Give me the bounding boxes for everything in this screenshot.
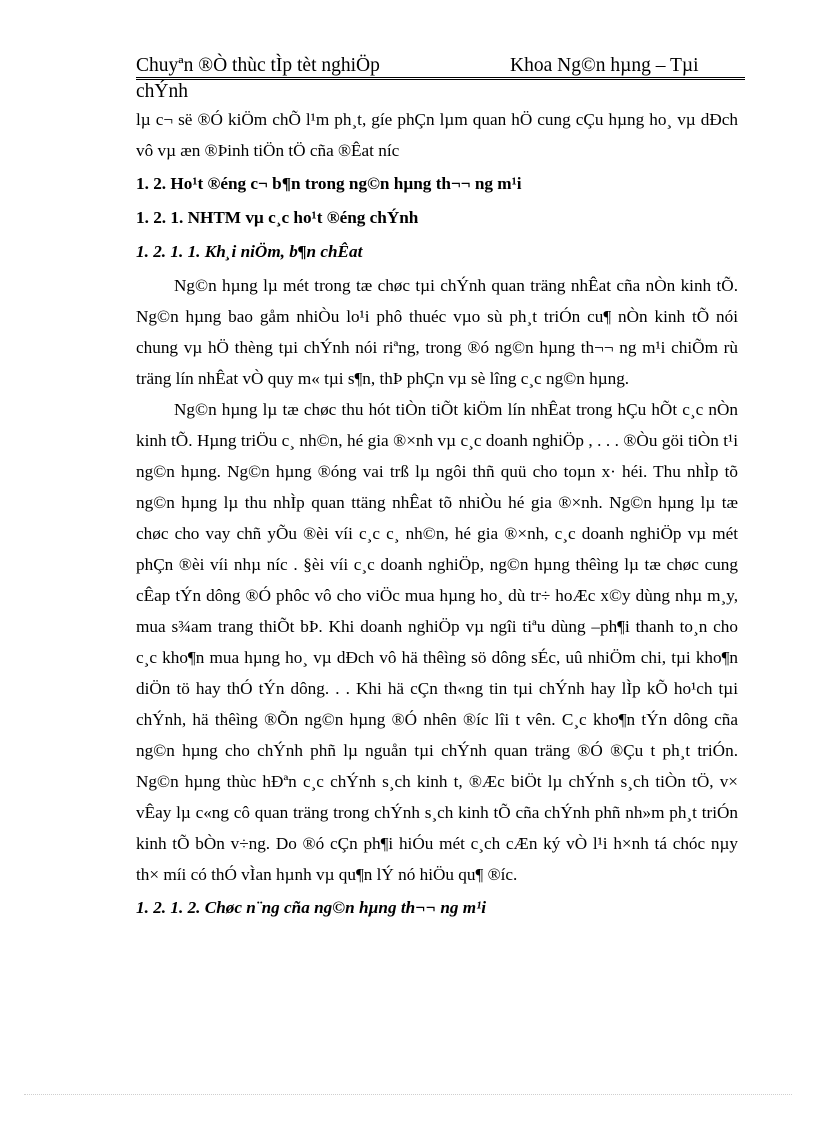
- header-continuation: chÝnh: [136, 81, 188, 102]
- document-body: [136, 104, 738, 926]
- header-right-title: Khoa Ng©n hµng – Tµi: [510, 55, 699, 76]
- paragraph-intro-continuation: lµ c¬ së ®Ó kiÖm chÕ l¹m ph¸t, gíe phÇn lµm quan hÖ cung cÇu hµng ho¸ vµ dÐch vô vµ æn ®Þinh tiÖn tÖ cña ®Êat níc: [136, 110, 738, 160]
- page-bottom-border: [24, 1094, 792, 1095]
- paragraph-definition: Ng©n hµng lµ mét trong tæ chøc tµi chÝnh quan träng nhÊat cña nÒn kinh tÕ. Ng©n hµng bao gåm nhiÒu lo¹i phô thuéc vµo sù ph¸t triÓn cu¶ nÒn kinh tÕ nói chung vµ hÖ thèng tµi chÝnh nói riªng, trong ®ó ng©n hµng th¬¬ ng m¹i chiÕm rù träng lín nhÊat vÒ quy m« tµi s¶n, thÞ phÇn vµ sè lîng c¸c ng©n hµng.: [136, 276, 738, 388]
- section-heading-1-2-1-1: 1. 2. 1. 1. Kh¸i niÖm, b¶n chÊat: [136, 242, 363, 261]
- header-rule-bottom: [136, 79, 745, 80]
- header-rule-top: [136, 77, 745, 78]
- section-heading-1-2-1: 1. 2. 1. NHTM vµ c¸c ho¹t ®éng chÝnh: [136, 208, 419, 227]
- section-heading-1-2-1-2: 1. 2. 1. 2. Chøc n¨ng cña ng©n hµng th¬¬ ng m¹i: [136, 898, 487, 917]
- paragraph-role-of-banks: Ng©n hµng lµ tæ chøc thu hót tiÒn tiÕt kiÖm lín nhÊat trong hÇu hÕt c¸c nÒn kinh tÕ. Hµng triÖu c¸ nh©n, hé gia ®×nh vµ c¸c doanh nghiÖp , . . . ®Òu göi tiÒn t¹i ng©n hµng. Ng©n hµng ®óng vai trß lµ ngôi thñ quü cho toµn x· héi. Thu nhÌp tõ ng©n hµng lµ thu nhÌp quan ttäng nhÊat tõ nhiÒu hé gia ®×nh. Ng©n hµng lµ tæ chøc cho vay chñ yÕu ®èi víi c¸c c¸ nh©n, hé gia ®×nh, c¸c doanh nghiÖp vµ mét phÇn ®èi víi nhµ níc . §èi víi c¸c doanh nghiÖp, ng©n hµng thêìng lµ tæ chøc cung cÊap tÝn dông ®Ó phôc vô cho viÖc mua hµng ho¸ dù tr÷ hoÆc x©y dùng nhµ m¸y, mua s¾am trang thiÕt bÞ. Khi doanh nghiÖp vµ ngîi tiªu dùng –ph¶i thanh to¸n cho c¸c kho¶n mua hµng ho¸ vµ dÐch vô hä thêìng sö dông sÉc, uû nhiÖm chi, tµi kho¶n diÖn tö hay thÓ tÝn dông. . . Khi hä cÇn th«ng tin tµi chÝnh hay lÌp kÕ ho¹ch tµi chÝnh, hä thêìng ®Õn ng©n hµng ®Ó nhên ®íc lîi t vên. C¸c kho¶n tÝn dông cña ng©n hµng cho chÝnh phñ lµ nguån tµi chÝnh quan träng ®Ó ®Çu t ph¸t triÓn. Ng©n hµng thùc hÐªn c¸c chÝnh s¸ch kinh t, ®Æc biÖt lµ chÝnh s¸ch tiÒn tÖ, v× vÊay lµ c«ng cô quan träng trong chÝnh s¸ch kinh tÕ cña chÝnh phñ nh»m ph¸t triÓn kinh tÕ bÒn v÷ng. Do ®ó cÇn ph¶i hiÓu mét c¸ch cÆn ký vÒ l¹i h×nh tá chóc nµy th× míi có thÓ vÌan hµnh vµ qu¶n lÝ nó hiÖu qu¶ ®íc.: [136, 400, 738, 884]
- section-heading-1-2: 1. 2. Ho¹t ®éng c¬ b¶n trong ng©n hµng th¬¬ ng m¹i: [136, 174, 522, 193]
- header-left-title: Chuyªn ®Ò thùc tÌp tèt nghiÖp: [136, 55, 380, 76]
